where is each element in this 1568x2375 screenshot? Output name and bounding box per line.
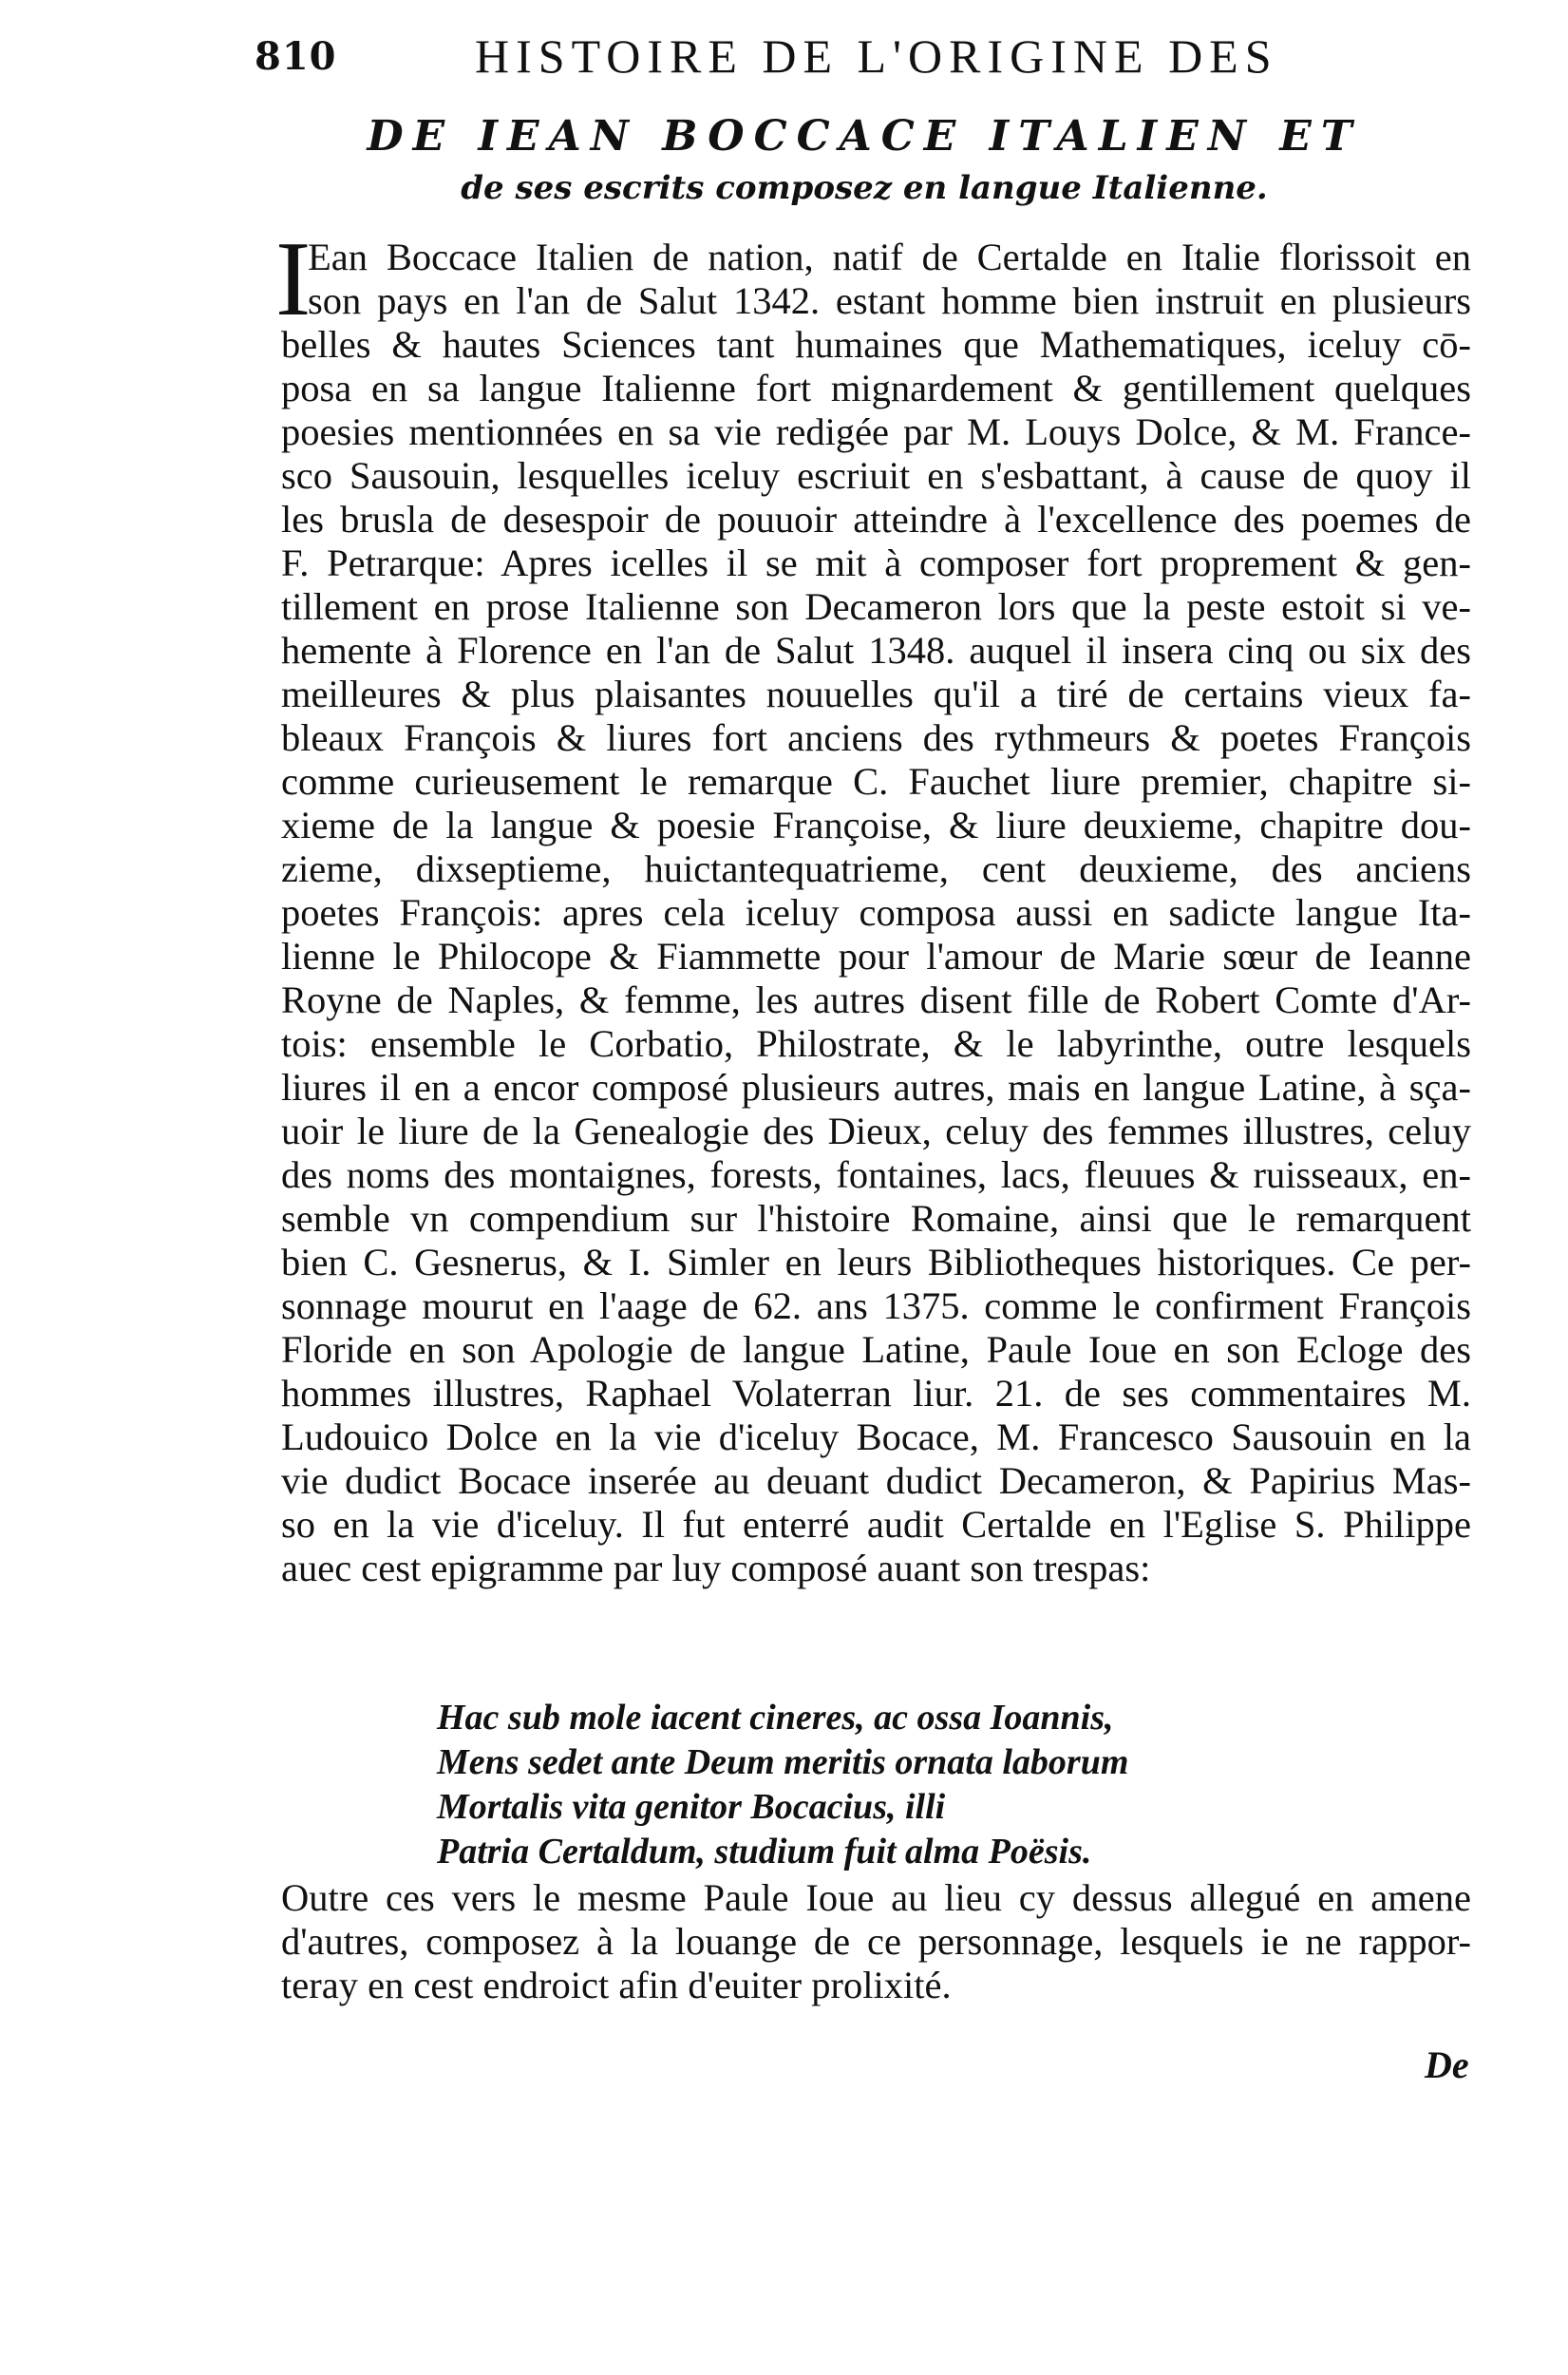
main-paragraph <box>281 236 1471 1590</box>
text-line: lienne le Philocope & Fiammette pour l'amour de Marie sœur de Ieanne <box>281 935 1471 978</box>
text-line: poesies mentionnées en sa vie redigée par M. Louys Dolce, & M. France- <box>281 410 1471 453</box>
text-line: vie dudict Bocace inserée au deuant dudict Decameron, & Papirius Mas- <box>281 1459 1471 1502</box>
catchword: De <box>1425 2043 1469 2086</box>
text-line: bien C. Gesnerus, & I. Simler en leurs Bibliotheques historiques. Ce per- <box>281 1241 1471 1283</box>
text-line: tois: ensemble le Corbatio, Philostrate, & le labyrinthe, outre lesquels <box>281 1022 1471 1065</box>
drop-initial: I <box>275 220 312 338</box>
text-line: posa en sa langue Italienne fort mignardement & gentillement quelques <box>281 367 1471 409</box>
closing-paragraph <box>281 1876 1471 2007</box>
text-line: les brusla de desespoir de pouuoir atteindre à l'excellence des poemes de <box>281 498 1471 541</box>
text-line: semble vn compendium sur l'histoire Romaine, ainsi que le remarquent <box>281 1197 1471 1240</box>
text-line: uoir le liure de la Genealogie des Dieux, celuy des femmes illustres, celuy <box>281 1110 1471 1152</box>
text-line: poetes François: apres cela iceluy composa aussi en sadicte langue Ita- <box>281 891 1471 934</box>
text-line: hemente à Florence en l'an de Salut 1348. auquel il insera cinq ou six des <box>281 629 1471 672</box>
epigram-verse: Patria Certaldum, studium fuit alma Poësis. <box>437 1832 1092 1872</box>
text-line: tillement en prose Italienne son Decameron lors que la peste estoit si ve- <box>281 585 1471 628</box>
text-line: so en la vie d'iceluy. Il fut enterré audit Certalde en l'Eglise S. Philippe <box>281 1503 1471 1546</box>
running-head: HISTOIRE DE L'ORIGINE DES <box>475 29 1278 83</box>
text-line: auec cest epigramme par luy composé auant son trespas: <box>281 1547 1151 1589</box>
epigram-verse: Hac sub mole iacent cineres, ac ossa Ioannis, <box>437 1698 1114 1738</box>
text-line: zieme, dixseptieme, huictantequatrieme, cent deuxieme, des anciens <box>281 847 1471 890</box>
text-line: d'autres, composez à la louange de ce personnage, lesquels ie ne rappor- <box>281 1920 1471 1963</box>
chapter-subtitle: de ses escrits composez en langue Italienne. <box>461 169 1268 207</box>
text-line: xieme de la langue & poesie Françoise, & liure deuxieme, chapitre dou- <box>281 804 1471 846</box>
text-line: son pays en l'an de Salut 1342. estant homme bien instruit en plusieurs <box>308 279 1471 322</box>
chapter-title: DE IEAN BOCCACE ITALIEN ET <box>367 112 1362 161</box>
text-line: Royne de Naples, & femme, les autres disent fille de Robert Comte d'Ar- <box>281 978 1471 1021</box>
text-line: meilleures & plus plaisantes nouuelles qu'il a tiré de certains vieux fa- <box>281 673 1471 715</box>
text-line: sco Sausouin, lesquelles iceluy escriuit en s'esbattant, à cause de quoy il <box>281 454 1471 497</box>
text-line: sonnage mourut en l'aage de 62. ans 1375. comme le confirment François <box>281 1284 1471 1327</box>
epigram-verse: Mens sedet ante Deum meritis ornata laborum <box>437 1742 1129 1782</box>
text-line: teray en cest endroict afin d'euiter prolixité. <box>281 1964 952 2006</box>
text-line: liures il en a encor composé plusieurs autres, mais en langue Latine, à sça- <box>281 1066 1471 1109</box>
epigram-verse: Mortalis vita genitor Bocacius, illi <box>437 1787 946 1827</box>
text-line: Ean Boccace Italien de nation, natif de Certalde en Italie florissoit en <box>308 236 1471 278</box>
text-line: Floride en son Apologie de langue Latine, Paule Ioue en son Ecloge des <box>281 1328 1471 1371</box>
epigram <box>437 1696 1292 1874</box>
text-line: Ludouico Dolce en la vie d'iceluy Bocace, M. Francesco Sausouin en la <box>281 1416 1471 1458</box>
text-line: hommes illustres, Raphael Volaterran liur. 21. de ses commentaires M. <box>281 1372 1471 1415</box>
text-line: Outre ces vers le mesme Paule Ioue au lieu cy dessus allegué en amene <box>281 1876 1471 1919</box>
text-line: bleaux François & liures fort anciens des rythmeurs & poetes François <box>281 716 1471 759</box>
text-line: comme curieusement le remarque C. Fauchet liure premier, chapitre si- <box>281 760 1471 803</box>
page-number: 810 <box>255 34 337 79</box>
text-line: belles & hautes Sciences tant humaines que Mathematiques, iceluy cō- <box>281 323 1471 366</box>
text-line: des noms des montaignes, forests, fontaines, lacs, fleuues & ruisseaux, en- <box>281 1153 1471 1196</box>
text-line: F. Petrarque: Apres icelles il se mit à composer fort proprement & gen- <box>281 542 1471 584</box>
